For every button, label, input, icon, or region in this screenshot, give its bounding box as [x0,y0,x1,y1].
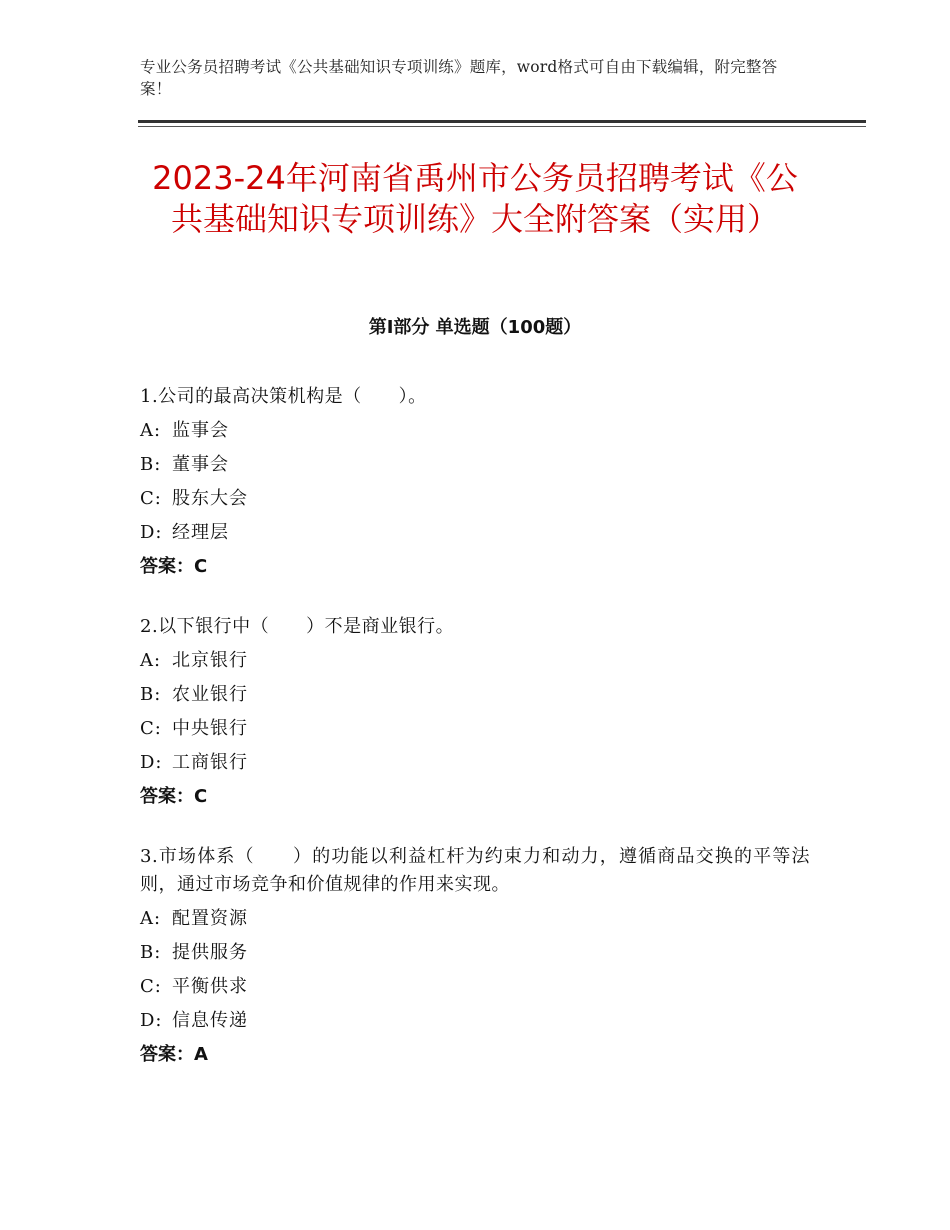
question-stem: 2.以下银行中（ ）不是商业银行。 [140,616,455,637]
option-letter: A: [140,908,162,929]
option-letter: A: [140,650,162,671]
option-letter: C: [140,488,162,509]
header-note: 专业公务员招聘考试《公共基础知识专项训练》题库，word格式可自由下载编辑，附完整答案！ [140,58,778,98]
question-3 [140,843,810,1069]
option-text: 股东大会 [172,488,248,509]
option-d [140,749,810,777]
option-letter: D: [140,1010,163,1031]
option-d [140,1007,810,1035]
option-c [140,715,810,743]
option-b [140,451,810,479]
option-text: 平衡供求 [172,976,248,997]
option-text: 农业银行 [172,684,248,705]
question-stem: 1.公司的最高决策机构是（ ）。 [140,386,427,407]
option-d [140,519,810,547]
option-letter: B: [140,684,162,705]
answer-label: 答案：C [140,556,208,577]
option-letter: D: [140,522,163,543]
option-c [140,973,810,1001]
option-text: 经理层 [172,522,229,543]
option-text: 提供服务 [172,942,248,963]
option-text: 配置资源 [172,908,248,929]
question-2 [140,613,810,811]
option-b [140,939,810,967]
option-a [140,647,810,675]
option-a [140,417,810,445]
option-text: 信息传递 [172,1010,248,1031]
option-c [140,485,810,513]
option-letter: B: [140,454,162,475]
answer-label: 答案：C [140,786,208,807]
document-title: 2023-24年河南省禹州市公务员招聘考试《公共基础知识专项训练》大全附答案（实用） [152,159,798,238]
option-b [140,681,810,709]
question-1 [140,383,810,581]
header-divider-thick [138,120,866,123]
option-a [140,905,810,933]
option-letter: D: [140,752,163,773]
option-text: 监事会 [172,420,229,441]
option-letter: A: [140,420,162,441]
question-list [140,383,810,1101]
question-stem: 3.市场体系（ ）的功能以利益杠杆为约束力和动力，遵循商品交换的平等法则，通过市场竞争和价值规律的作用来实现。 [140,846,810,895]
option-letter: C: [140,976,162,997]
header-divider-thin [138,126,866,127]
answer-label: 答案：A [140,1044,208,1065]
option-letter: C: [140,718,162,739]
option-text: 董事会 [172,454,229,475]
option-text: 中央银行 [172,718,248,739]
option-text: 工商银行 [172,752,248,773]
option-letter: B: [140,942,162,963]
section-heading: 第Ⅰ部分 单选题（100题） [368,317,582,338]
option-text: 北京银行 [172,650,248,671]
